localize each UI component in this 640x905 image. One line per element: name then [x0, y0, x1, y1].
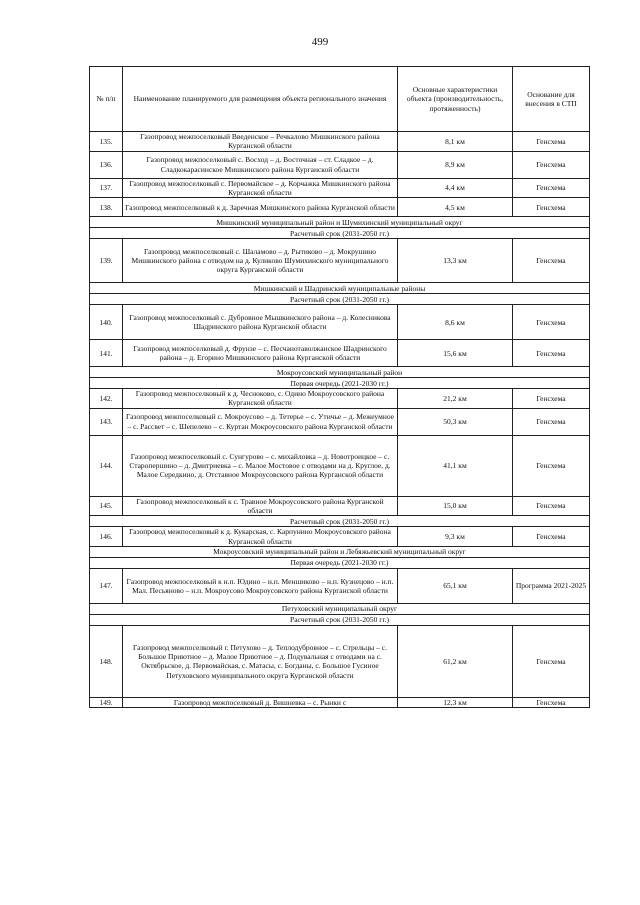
characteristic-value: 8,9 км — [398, 151, 513, 178]
section-row — [90, 217, 590, 228]
table-row — [90, 198, 590, 217]
row-number: 142. — [90, 389, 123, 409]
characteristic-value: 41,1 км — [398, 435, 513, 496]
row-number: 138. — [90, 198, 123, 217]
row-number: 139. — [90, 239, 123, 283]
row-number: 140. — [90, 305, 123, 340]
row-number: 137. — [90, 178, 123, 198]
object-name: Газопровод межпоселковый к н.п. Юдино – н.п. Меншиково – н.п. Кузнецово – н.п. Мал. Песьяново – н.п. Мокроусово Мокроусовского района Курганской области — [123, 568, 398, 603]
table-row — [90, 132, 590, 152]
basis-text: Генсхема — [513, 435, 590, 496]
basis-text: Генсхема — [513, 239, 590, 283]
characteristic-value: 50,3 км — [398, 408, 513, 435]
basis-text: Генсхема — [513, 198, 590, 217]
row-number: 141. — [90, 340, 123, 367]
characteristic-value: 8,1 км — [398, 132, 513, 152]
section-title: Расчетный срок (2031-2050 гг.) — [90, 294, 590, 305]
row-number: 136. — [90, 151, 123, 178]
section-title: Первая очередь (2021-2030 гг.) — [90, 557, 590, 568]
basis-text: Генсхема — [513, 151, 590, 178]
table-row — [90, 697, 590, 707]
table-row — [90, 496, 590, 516]
table-row — [90, 340, 590, 367]
characteristic-value: 4,4 км — [398, 178, 513, 198]
pipeline-table — [89, 66, 590, 708]
row-number: 147. — [90, 568, 123, 603]
row-number: 149. — [90, 697, 123, 707]
object-name: Газопровод межпоселковый с. Мокроусово – д. Тетерье – с. Утичье – д. Межеумное – с. Рассвет – с. Шепелево – с. Куртан Мокроусовского района Курганской области — [123, 408, 398, 435]
table-body — [90, 132, 590, 708]
table-row — [90, 625, 590, 697]
basis-text: Генсхема — [513, 178, 590, 198]
basis-text: Генсхема — [513, 132, 590, 152]
basis-text: Генсхема — [513, 305, 590, 340]
section-row — [90, 283, 590, 294]
section-row — [90, 228, 590, 239]
section-row — [90, 603, 590, 614]
object-name: Газопровод межпоселковый с. Шаламово – д. Рытиково – д. Мокрушино Мишкинского района с отводом на д. Куликово Шумихинского муниципального округа Курганской области — [123, 239, 398, 283]
section-title: Первая очередь (2021-2030 гг.) — [90, 378, 590, 389]
object-name: Газопровод межпоселковый к д. Кукарская, с. Карпунино Мокроусовского района Курганской области — [123, 527, 398, 547]
header-basis: Основание для внесения в СТП — [513, 67, 590, 132]
object-name: Газопровод межпоселковый к с. Травное Мокроусовского района Курганской области — [123, 496, 398, 516]
page-number: 499 — [311, 36, 329, 48]
table-row — [90, 389, 590, 409]
header-characteristics: Основные характеристики объекта (производительность, протяженность) — [398, 67, 513, 132]
table-row — [90, 408, 590, 435]
table-row — [90, 239, 590, 283]
characteristic-value: 61,2 км — [398, 625, 513, 697]
characteristic-value: 21,2 км — [398, 389, 513, 409]
characteristic-value: 65,1 км — [398, 568, 513, 603]
section-title: Мокроусовский муниципальный район — [90, 367, 590, 378]
row-number: 146. — [90, 527, 123, 547]
row-number: 143. — [90, 408, 123, 435]
basis-text: Генсхема — [513, 408, 590, 435]
section-title: Петуховский муниципальный округ — [90, 603, 590, 614]
row-number: 148. — [90, 625, 123, 697]
basis-text: Генсхема — [513, 697, 590, 707]
table-row — [90, 527, 590, 547]
object-name: Газопровод межпоселковый к д. Чесноково, с. Одино Мокроусовского района Курганской области — [123, 389, 398, 409]
object-name: Газопровод межпоселковый д. Вишневка – с. Рынки с — [123, 697, 398, 707]
characteristic-value: 13,3 км — [398, 239, 513, 283]
basis-text: Генсхема — [513, 527, 590, 547]
section-row — [90, 516, 590, 527]
row-number: 145. — [90, 496, 123, 516]
table-row — [90, 305, 590, 340]
row-number: 135. — [90, 132, 123, 152]
characteristic-value: 9,3 км — [398, 527, 513, 547]
object-name: Газопровод межпоселковый к д. Заречная Мишкинского района Курганской области — [123, 198, 398, 217]
table-row — [90, 435, 590, 496]
characteristic-value: 4,5 км — [398, 198, 513, 217]
object-name: Газопровод межпоселковый с. Первомайское – д. Корчажка Мишкинского района Курганской области — [123, 178, 398, 198]
section-row — [90, 367, 590, 378]
header-num: № п/п — [90, 67, 123, 132]
header-name: Наименование планируемого для размещения объекта регионального значения — [123, 67, 398, 132]
section-title: Расчетный срок (2031-2050 гг.) — [90, 614, 590, 625]
section-title: Расчетный срок (2031-2050 гг.) — [90, 516, 590, 527]
characteristic-value: 15,0 км — [398, 496, 513, 516]
object-name: Газопровод межпоселковый Введенское – Речкалово Мишкинского района Курганской области — [123, 132, 398, 152]
table-row — [90, 151, 590, 178]
characteristic-value: 12,3 км — [398, 697, 513, 707]
section-row — [90, 557, 590, 568]
object-name: Газопровод межпоселковый с. Восход – д. Восточная – ст. Сладкое – д. Сладкокарасинское Мишкинского района Курганской области — [123, 151, 398, 178]
section-row — [90, 294, 590, 305]
row-number: 144. — [90, 435, 123, 496]
object-name: Газопровод межпоселковый д. Фрунзе – с. Песчанотаволжанское Шадринского района – д. Егорино Мишкинского района Курганской области — [123, 340, 398, 367]
section-title: Мишкинский муниципальный район и Шумихинский муниципальный округ — [90, 217, 590, 228]
section-title: Мишкинский и Шадринский муниципальные районы — [90, 283, 590, 294]
object-name: Газопровод межпоселковый с. Дубровное Мышкинского района – д. Колесникова Шадринского района Курганской области — [123, 305, 398, 340]
characteristic-value: 15,6 км — [398, 340, 513, 367]
section-title: Расчетный срок (2031-2050 гг.) — [90, 228, 590, 239]
object-name: Газопровод межпоселковый г. Петухово – д. Теплодубровное – с. Стрельцы – с. Большое Приютное – д. Малое Приютное – д. Подувальная с отводами на с. Октябрьское, д. Первомайская, с. Матасы, с. Богданы, с. Большое Гусиное Петуховского муниципального округа Курганской области — [123, 625, 398, 697]
characteristic-value: 8,6 км — [398, 305, 513, 340]
basis-text: Генсхема — [513, 625, 590, 697]
section-row — [90, 546, 590, 557]
basis-text: Программа 2021-2025 — [513, 568, 590, 603]
basis-text: Генсхема — [513, 496, 590, 516]
section-title: Мокроусовский муниципальный район и Лебяжьевский муниципальный округ — [90, 546, 590, 557]
basis-text: Генсхема — [513, 389, 590, 409]
table-row — [90, 178, 590, 198]
object-name: Газопровод межпоселковый с. Сунгурово – с. михайловка – д. Новотроицкое – с. Старопершино – д. Дмитриевка – с. Малое Мостовое с отводами на д. Круглое, д. Малое Середкино, д. Отставное Мокроусовского района Курганской области — [123, 435, 398, 496]
table-header-row — [90, 67, 590, 132]
table-row — [90, 568, 590, 603]
section-row — [90, 614, 590, 625]
section-row — [90, 378, 590, 389]
basis-text: Генсхема — [513, 340, 590, 367]
